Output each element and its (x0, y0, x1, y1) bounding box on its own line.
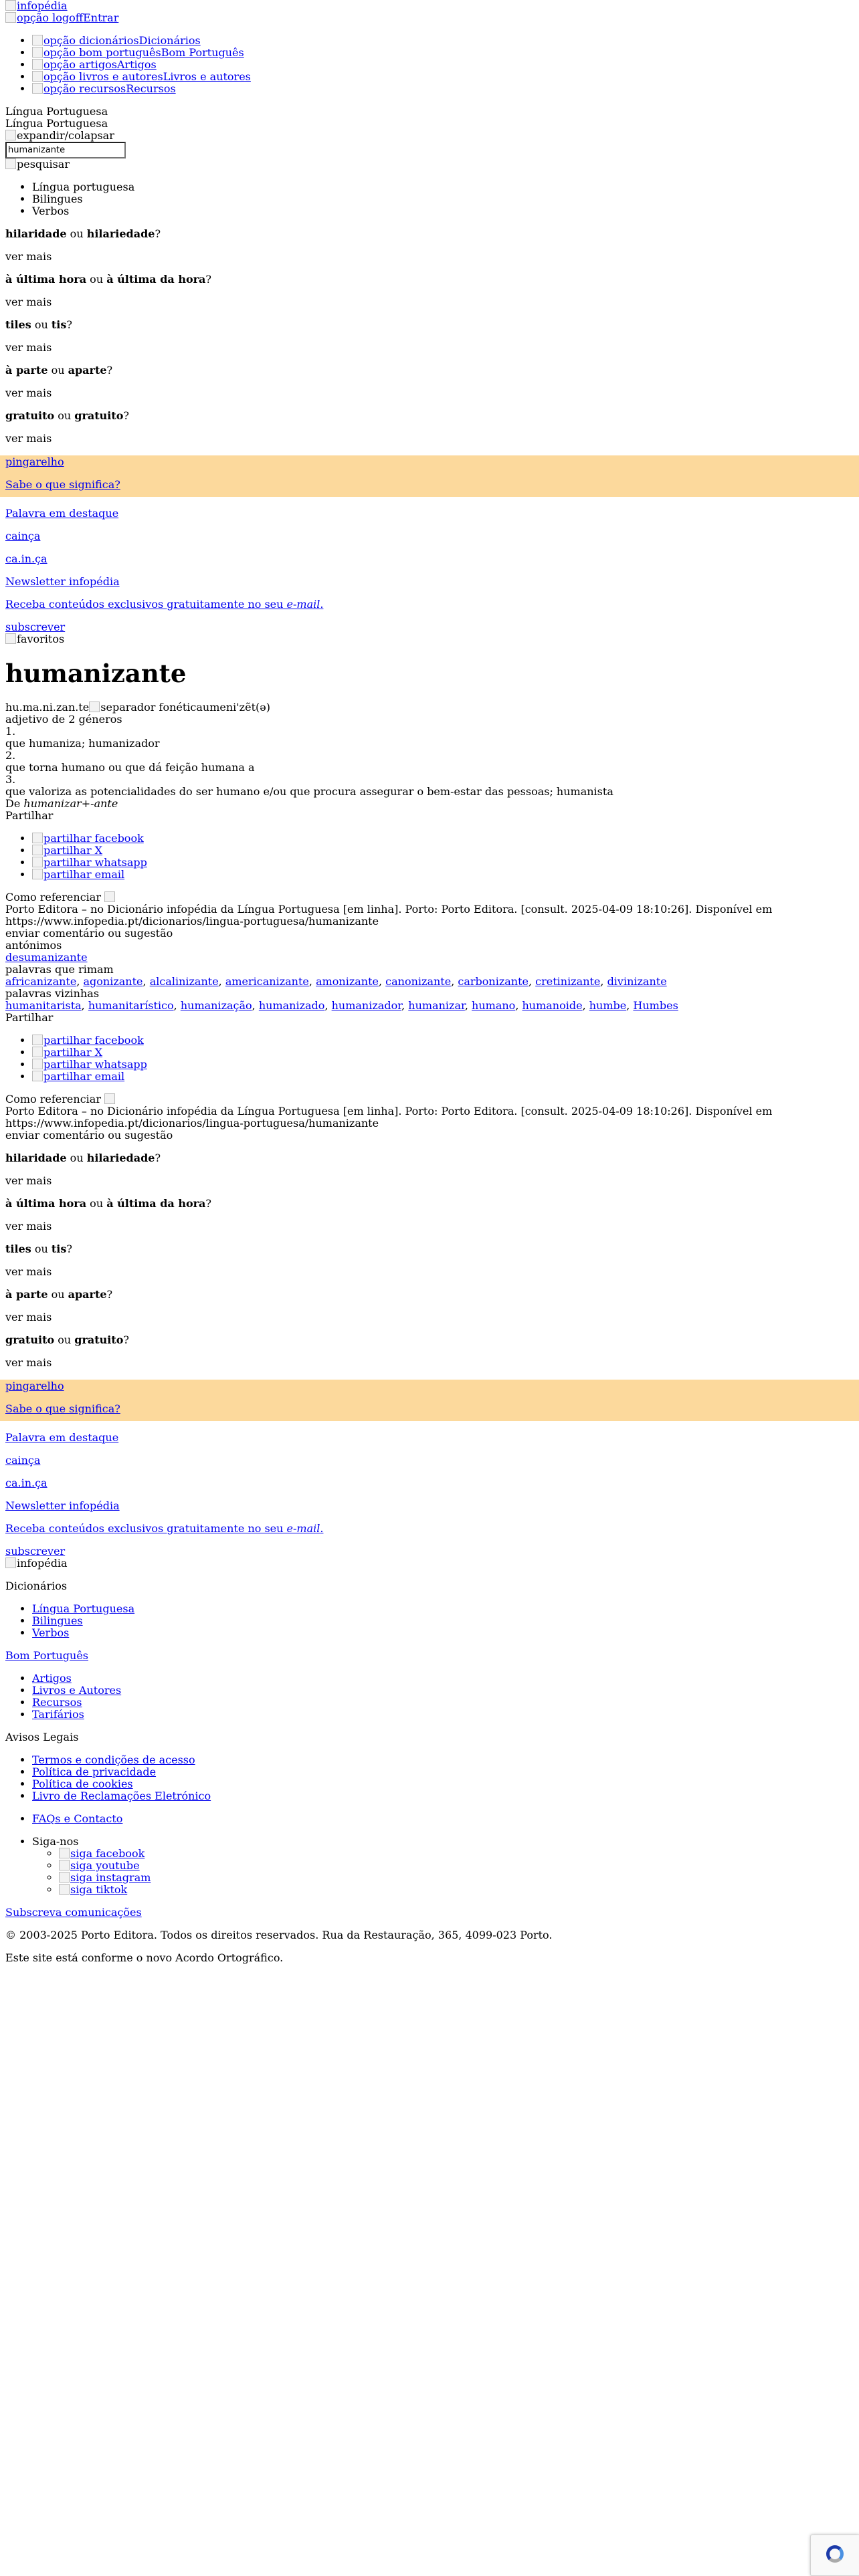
nav-label: Livros e autores (163, 70, 251, 83)
quiz-question (5, 319, 854, 331)
login-link[interactable] (5, 12, 854, 24)
quiz-option-a: à última hora (5, 1197, 87, 1210)
share-alt-text: partilhar email (43, 868, 125, 881)
footer-follow-list (5, 1836, 854, 1896)
neighbor-link[interactable]: humanoide (522, 999, 583, 1012)
footer-more-list (5, 1673, 854, 1721)
quiz-sidebar (5, 228, 854, 445)
newsletter-text-post: . (320, 1522, 324, 1535)
nav-label: Dicionários (138, 34, 201, 47)
promo-question-link[interactable]: Sabe o que significa? (5, 478, 120, 491)
neighbor-link[interactable]: humanitarístico (88, 999, 174, 1012)
quiz-option-b: hilariedade (86, 1152, 155, 1164)
etymology (5, 798, 854, 810)
social-tiktok-link[interactable] (59, 1883, 127, 1896)
dictionary-select-current[interactable]: Língua Portuguesa (5, 105, 108, 118)
social-item (59, 1872, 854, 1884)
dictionary-option[interactable]: • Bilingues (32, 193, 854, 205)
share-alt-text: partilhar X (43, 1046, 103, 1059)
footer-logo-alt: infopédia (17, 1557, 68, 1570)
quiz-sep: ou (54, 1333, 75, 1346)
entry-pronunciation (5, 702, 854, 714)
neighbor-link[interactable]: Humbes (633, 999, 678, 1012)
rhyme-link[interactable]: alcalinizante (149, 975, 219, 988)
quiz-question (5, 1289, 854, 1301)
citation-text: Porto Editora – no Dicionário infopédia da Língua Portuguesa [em linha]. Porto: Porto Editora. [consult. 2025-04-09 18:10:26]. Disponível em https://www.infopedia.pt/dicionarios/lingua-portuguesa/humanizante (5, 903, 773, 928)
search-icon (5, 158, 16, 169)
share-alt-text: partilhar whatsapp (43, 856, 147, 869)
see-more-link[interactable]: ver mais (5, 296, 52, 308)
share-alt-text: partilhar email (43, 1070, 125, 1083)
expand-collapse-toggle[interactable] (5, 130, 854, 142)
quiz-end: ? (66, 318, 72, 331)
subscribe-link[interactable]: subscrever (5, 621, 66, 633)
nav-icon-alt: opção recursos (43, 82, 126, 95)
quiz-end: ? (205, 273, 211, 286)
footer-list-item (32, 1685, 854, 1697)
share-alt-text: partilhar whatsapp (43, 1058, 147, 1071)
quiz-sep: ou (86, 1197, 107, 1210)
dictionary-option[interactable]: • Língua portuguesa (32, 181, 854, 193)
quiz-end: ? (123, 409, 129, 422)
resources-icon (32, 83, 43, 94)
facebook-icon (32, 833, 43, 843)
youtube-icon (59, 1860, 70, 1870)
dictionaries-icon (32, 35, 43, 45)
nav-link-bom-portugues[interactable] (32, 46, 244, 59)
logo-link[interactable] (5, 0, 854, 12)
tiktok-icon (59, 1884, 70, 1895)
see-more-link[interactable]: ver mais (5, 387, 52, 399)
share-x-link[interactable] (32, 844, 102, 857)
footer-list-item (32, 1790, 854, 1802)
social-alt-text: siga instagram (70, 1871, 151, 1884)
see-more-link[interactable]: ver mais (5, 1356, 52, 1369)
featured-word-label[interactable]: Palavra em destaque (5, 507, 119, 520)
subscribe-link[interactable]: subscrever (5, 1545, 66, 1558)
quiz-end: ? (155, 227, 161, 240)
quiz-sep: ou (66, 227, 87, 240)
footer-list-item (32, 1709, 854, 1721)
quiz-question (5, 1243, 854, 1255)
featured-word-syllables[interactable]: ca.in.ça (5, 1477, 47, 1489)
dictionary-options (5, 181, 854, 217)
newsletter-text[interactable] (5, 1522, 323, 1535)
sense-text: que valoriza as potencialidades do ser humano e/ou que procura assegurar o bem-estar das pessoas; humanista (5, 785, 613, 798)
footer-list-item (32, 1778, 854, 1790)
nav-label: Artigos (116, 58, 157, 71)
cite-label: Como referenciar (5, 891, 101, 903)
entry-grammar: adjetivo de 2 géneros (5, 713, 122, 726)
share-facebook-link[interactable] (32, 832, 144, 845)
comment-link[interactable]: enviar comentário ou sugestão (5, 1129, 173, 1142)
footer-link[interactable]: Bilingues (32, 1614, 83, 1627)
share-alt-text: partilhar facebook (43, 1034, 144, 1047)
footer-link[interactable]: Tarifários (32, 1708, 84, 1721)
whatsapp-icon (32, 1059, 43, 1069)
nav-label: Bom Português (161, 46, 244, 59)
quiz-option-b: tis (51, 318, 67, 331)
quiz-question (5, 364, 854, 377)
search-form (5, 142, 854, 158)
social-item (59, 1848, 854, 1860)
footer-dictionaries-list (5, 1603, 854, 1639)
sense-number: 2. (5, 749, 16, 762)
whatsapp-icon (32, 857, 43, 867)
newsletter-text-em: e-mail (286, 598, 320, 611)
etymology-em: humanizar+-ante (23, 797, 118, 810)
quiz-end: ? (66, 1243, 72, 1255)
footer-list-item (32, 1627, 854, 1639)
footer-legal-list (5, 1754, 854, 1802)
footer-list-item (32, 1673, 854, 1685)
dictionary-option[interactable]: • Verbos (32, 205, 854, 217)
neighbor-link[interactable]: humanização (180, 999, 252, 1012)
rhyme-link[interactable]: agonizante (83, 975, 143, 988)
facebook-icon (59, 1848, 70, 1858)
quiz-end: ? (123, 1333, 129, 1346)
see-more-link[interactable]: ver mais (5, 1220, 52, 1232)
nav-link-livros[interactable] (32, 70, 251, 83)
nav-item-dicionarios (32, 35, 854, 47)
featured-word[interactable]: cainça (5, 530, 41, 542)
footer-link[interactable]: Política de cookies (32, 1778, 133, 1790)
quiz-end: ? (106, 364, 113, 377)
share-item (32, 1035, 854, 1047)
nav-item-livros (32, 71, 854, 83)
rhyme-link[interactable]: africanizante (5, 975, 77, 988)
logo-alt-text: infopédia (17, 0, 68, 12)
sense-text: que torna humano ou que dá feição humana a (5, 761, 255, 774)
email-icon (32, 1071, 43, 1081)
nav-label: Recursos (126, 82, 176, 95)
quiz-option-a: hilaridade (5, 1152, 67, 1164)
footer-list-item (32, 1813, 854, 1825)
share-item (32, 869, 854, 881)
featured-word-syllables[interactable]: ca.in.ça (5, 552, 47, 565)
footer-link[interactable]: Verbos (32, 1626, 70, 1639)
quiz-end: ? (155, 1152, 161, 1164)
quiz-option-b: à última da hora (106, 1197, 206, 1210)
neighbor-link[interactable]: humano (472, 999, 516, 1012)
footer-list-item (32, 1766, 854, 1778)
quiz-option-a: à última hora (5, 273, 87, 286)
newsletter-text-pre: Receba conteúdos exclusivos gratuitamente no seu (5, 1522, 287, 1535)
footer (5, 1558, 854, 1964)
share-item (32, 857, 854, 869)
quiz-option-b: tis (51, 1243, 67, 1255)
newsletter-text[interactable] (5, 598, 323, 611)
newsletter-text-pre: Receba conteúdos exclusivos gratuitamente no seu (5, 598, 287, 611)
share-label: Partilhar (5, 1011, 54, 1024)
quiz-option-b: gratuito (74, 1333, 124, 1346)
nav-icon-alt: opção livros e autores (43, 70, 163, 83)
footer-bom-portugues-link[interactable]: Bom Português (5, 1649, 89, 1662)
footer-agreement: Este site está conforme o novo Acordo Ortográfico. (5, 1951, 284, 1964)
social-item (59, 1884, 854, 1896)
word-promo-box-bottom (0, 1380, 859, 1421)
share-email-link[interactable] (32, 868, 124, 881)
social-item (59, 1860, 854, 1872)
neighbors-label: palavras vizinhas (5, 987, 100, 1000)
quiz-question (5, 1152, 854, 1164)
cite-label: Como referenciar (5, 1093, 101, 1105)
promo-word-link[interactable]: pingarelho (5, 455, 64, 468)
logo-icon (5, 0, 16, 11)
rhymes-list: africanizante, agonizante, alcalinizante, americanizante, amonizante, canonizante, carbonizante, cretinizante, divinizante (5, 975, 667, 988)
favorites-alt-text: favoritos (17, 633, 65, 645)
nav-item-artigos (32, 59, 854, 71)
share-item (32, 1047, 854, 1059)
social-alt-text: siga youtube (70, 1859, 140, 1872)
x-icon (32, 1047, 43, 1057)
chevron-down-icon (5, 130, 16, 140)
sense-text: que humaniza; humanizador (5, 737, 160, 750)
nav-link-artigos[interactable] (32, 58, 157, 71)
neighbor-link[interactable]: humanizado (258, 999, 325, 1012)
header (5, 0, 854, 24)
star-icon (5, 633, 16, 644)
quiz-option-a: à parte (5, 364, 48, 377)
rhyme-link[interactable]: canonizante (385, 975, 452, 988)
footer-link[interactable]: Artigos (32, 1672, 72, 1685)
social-youtube-link[interactable] (59, 1859, 140, 1872)
featured-word-label[interactable]: Palavra em destaque (5, 1431, 119, 1444)
quiz-option-a: à parte (5, 1288, 48, 1301)
favorites-button[interactable] (5, 633, 854, 645)
footer-legal-label: Avisos Legais (5, 1731, 79, 1743)
share-label: Partilhar (5, 809, 54, 822)
bom-portugues-icon (32, 47, 43, 58)
newsletter-text-em: e-mail (286, 1522, 320, 1535)
share-item (32, 845, 854, 857)
quiz-sep: ou (66, 1152, 87, 1164)
see-more-link[interactable]: ver mais (5, 432, 52, 445)
quiz-option-b: aparte (68, 364, 107, 377)
sense-number: 1. (5, 725, 16, 738)
entry-headword: humanizante (5, 659, 187, 688)
facebook-icon (32, 1035, 43, 1045)
footer-list-item (32, 1603, 854, 1615)
quiz-sep: ou (47, 364, 68, 377)
promo-word-link[interactable]: pingarelho (5, 1380, 64, 1392)
footer-follow-label: Siga-nos (32, 1835, 79, 1848)
word-promo-box (0, 455, 859, 497)
quiz-option-b: aparte (68, 1288, 107, 1301)
quiz-sep: ou (86, 273, 107, 286)
newsletter-text-post: . (320, 598, 324, 611)
quiz-sep: ou (54, 409, 75, 422)
quiz-option-b: gratuito (74, 409, 124, 422)
instagram-icon (59, 1872, 70, 1883)
share-x-link[interactable] (32, 1046, 102, 1059)
sense-number: 3. (5, 773, 16, 786)
newsletter-title[interactable]: Newsletter infopédia (5, 575, 120, 588)
neighbor-link[interactable]: humbe (589, 999, 627, 1012)
see-more-link[interactable]: ver mais (5, 1265, 52, 1278)
recaptcha-icon (824, 2544, 846, 2567)
footer-dictionaries-label: Dicionários (5, 1580, 68, 1592)
etymology-pre: De (5, 797, 24, 810)
neighbor-link[interactable]: humanizar (408, 999, 465, 1012)
quiz-sep: ou (31, 1243, 52, 1255)
separator-icon (89, 702, 100, 712)
see-more-link[interactable]: ver mais (5, 1311, 52, 1323)
main-nav (5, 35, 854, 95)
footer-subscribe-link[interactable]: Subscreva comunicações (5, 1906, 142, 1919)
search-input[interactable] (5, 142, 126, 158)
antonyms-label: antónimos (5, 939, 62, 952)
quiz-sep: ou (47, 1288, 68, 1301)
footer-link[interactable]: Termos e condições de acesso (32, 1753, 195, 1766)
share-item (32, 1059, 854, 1071)
quiz-end: ? (106, 1288, 113, 1301)
quiz-question (5, 274, 854, 286)
logoff-icon (5, 12, 16, 23)
cite-icon (104, 1093, 115, 1104)
quiz-question (5, 228, 854, 240)
quiz-option-a: tiles (5, 318, 31, 331)
quiz-question (5, 1334, 854, 1346)
neighbor-link[interactable]: humanitarista (5, 999, 82, 1012)
quiz-option-b: hilariedade (86, 227, 155, 240)
quiz-question (5, 1198, 854, 1210)
share-alt-text: partilhar facebook (43, 832, 144, 845)
share-facebook-link[interactable] (32, 1034, 144, 1047)
quiz-sep: ou (31, 318, 52, 331)
books-icon (32, 71, 43, 82)
search-button-alt: pesquisar (17, 158, 70, 171)
share-whatsapp-link[interactable] (32, 1058, 147, 1071)
social-alt-text: siga tiktok (70, 1883, 128, 1896)
footer-list-item (32, 1754, 854, 1766)
nav-link-recursos[interactable] (32, 82, 176, 95)
footer-link[interactable]: Política de privacidade (32, 1765, 157, 1778)
entry-phonetic: umeni'zẽt(ə) (202, 701, 270, 714)
separator-alt-text: separador fonética (100, 701, 203, 714)
social-instagram-link[interactable] (59, 1871, 151, 1884)
neighbor-link[interactable]: humanizador (331, 999, 402, 1012)
cite-toggle[interactable] (5, 891, 854, 903)
toggle-alt-text: expandir/colapsar (17, 129, 114, 142)
footer-follow-item (32, 1836, 854, 1896)
quiz-option-b: à última da hora (106, 273, 206, 286)
see-more-link[interactable]: ver mais (5, 250, 52, 263)
share-item (32, 1071, 854, 1083)
articles-icon (32, 59, 43, 70)
see-more-link[interactable]: ver mais (5, 1174, 52, 1187)
footer-link[interactable]: Livro de Reclamações Eletrónico (32, 1790, 211, 1802)
x-icon (32, 845, 43, 855)
nav-icon-alt: opção dicionários (43, 34, 139, 47)
rhyme-link[interactable]: cretinizante (535, 975, 601, 988)
quiz-option-a: gratuito (5, 1333, 55, 1346)
share-whatsapp-link[interactable] (32, 856, 147, 869)
share-list-bottom (5, 1035, 854, 1083)
dictionary-select[interactable] (5, 106, 854, 142)
citation-text: Porto Editora – no Dicionário infopédia da Língua Portuguesa [em linha]. Porto: Porto Editora. [consult. 2025-04-09 18:10:26]. Disponível em https://www.infopedia.pt/dicionarios/lingua-portuguesa/humanizante (5, 1105, 773, 1130)
nav-link-dicionarios[interactable] (32, 34, 201, 47)
dictionary-select-current-repeat: Língua Portuguesa (5, 117, 108, 130)
neighbors-list: humanitarista, humanitarístico, humanização, humanizado, humanizador, humanizar, humano, humanoide, humbe, Humbes (5, 999, 678, 1012)
footer-link[interactable]: Recursos (32, 1696, 82, 1709)
rhyme-link[interactable]: carbonizante (458, 975, 529, 988)
nav-icon-alt: opção bom português (43, 46, 161, 59)
comment-link[interactable]: enviar comentário ou sugestão (5, 927, 173, 940)
share-item (32, 833, 854, 845)
quiz-option-a: gratuito (5, 409, 55, 422)
rhymes-label: palavras que rimam (5, 963, 114, 976)
footer-list-item (32, 1615, 854, 1627)
footer-list-item (32, 1697, 854, 1709)
footer-faq-link[interactable]: FAQs e Contacto (32, 1812, 123, 1825)
social-alt-text: siga facebook (70, 1847, 145, 1860)
nav-item-bom-portugues (32, 47, 854, 59)
search-button[interactable] (5, 158, 854, 171)
footer-social-list (32, 1848, 854, 1896)
antonyms-list (5, 952, 854, 964)
footer-logo (5, 1558, 854, 1570)
cite-toggle[interactable] (5, 1093, 854, 1105)
footer-copyright: © 2003-2025 Porto Editora. Todos os direitos reservados. Rua da Restauração, 365, 4099-023 Porto. (5, 1929, 553, 1941)
quiz-option-a: tiles (5, 1243, 31, 1255)
promo-question-link[interactable]: Sabe o que significa? (5, 1402, 120, 1415)
share-alt-text: partilhar X (43, 844, 103, 857)
quiz-sidebar-bottom (5, 1152, 854, 1369)
recaptcha-badge[interactable] (810, 2535, 859, 2576)
logo-icon (5, 1558, 16, 1568)
newsletter-title[interactable]: Newsletter infopédia (5, 1499, 120, 1512)
antonym-link[interactable]: desumanizante (5, 951, 88, 964)
nav-item-recursos (32, 83, 854, 95)
email-icon (32, 869, 43, 879)
featured-word[interactable]: cainça (5, 1454, 41, 1467)
footer-link[interactable]: Livros e Autores (32, 1684, 122, 1697)
quiz-end: ? (205, 1197, 211, 1210)
entry-syllables: hu.ma.ni.zan.te (5, 701, 90, 714)
rhyme-link[interactable]: americanizante (225, 975, 309, 988)
cite-icon (104, 891, 115, 902)
logoff-alt-text: opção logoff (17, 11, 84, 24)
quiz-option-a: hilaridade (5, 227, 67, 240)
footer-faq-list (5, 1813, 854, 1825)
login-label: Entrar (83, 11, 119, 24)
share-list (5, 833, 854, 881)
quiz-question (5, 410, 854, 422)
rhyme-link[interactable]: amonizante (316, 975, 379, 988)
footer-link[interactable]: Língua Portuguesa (32, 1602, 135, 1615)
rhyme-link[interactable]: divinizante (607, 975, 667, 988)
see-more-link[interactable]: ver mais (5, 341, 52, 354)
share-email-link[interactable] (32, 1070, 124, 1083)
social-facebook-link[interactable] (59, 1847, 145, 1860)
nav-icon-alt: opção artigos (43, 58, 117, 71)
